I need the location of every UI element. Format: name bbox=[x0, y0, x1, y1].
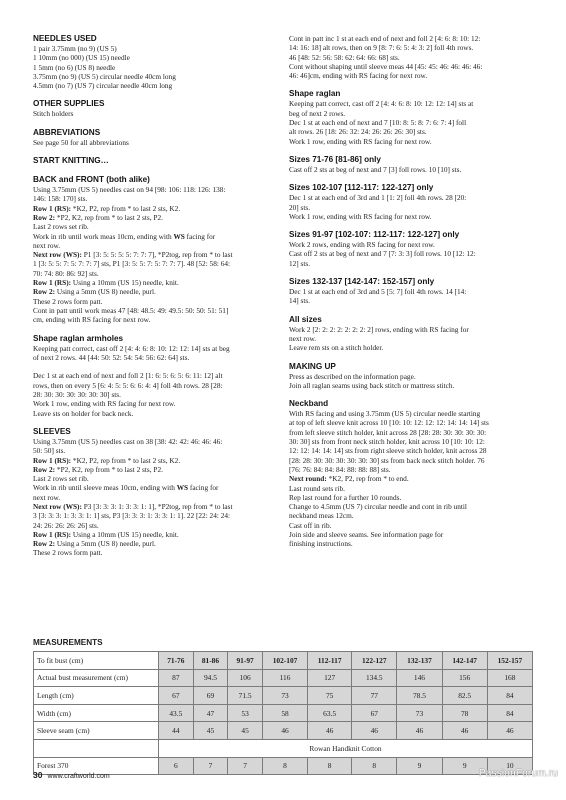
supplies-section bbox=[33, 99, 273, 118]
row-label bbox=[34, 739, 159, 757]
value-cell: 53 bbox=[228, 704, 263, 722]
text-line: 14] sts. bbox=[289, 296, 311, 306]
sleeves-section bbox=[33, 427, 273, 558]
watermark: PassionForum.ru bbox=[478, 768, 558, 779]
row-text: Using a 10mm (US 15) needle, knit. bbox=[71, 278, 179, 288]
row-text: *K2, P2, rep from * to last 2 sts, K2. bbox=[71, 455, 181, 465]
text-line: Work 1 row, ending with RS facing for next row. bbox=[289, 136, 432, 146]
row-instruction bbox=[33, 502, 273, 511]
raglan-armholes-heading: Shape raglan armholes bbox=[33, 333, 124, 343]
text-line: 24: 26: 26: 26: 26] sts. bbox=[33, 520, 99, 530]
start-knitting-section bbox=[33, 156, 273, 166]
text-line: Using 3.75mm (US 5) needles cast on 94 [98: 106: 118: 126: 138: bbox=[33, 185, 226, 195]
text-line: 146: 158: 170] sts. bbox=[33, 194, 88, 204]
value-cell: 168 bbox=[487, 669, 532, 687]
value-cell: 46 bbox=[352, 722, 397, 740]
all-sizes-heading: All sizes bbox=[289, 314, 322, 324]
value-cell: 7 bbox=[193, 757, 228, 775]
row-label: Row 1 (RS): bbox=[33, 529, 72, 539]
sizes-heading: Sizes 132-137 [142-147: 152-157] only bbox=[289, 277, 435, 287]
row-label: To fit bust (cm) bbox=[34, 652, 159, 670]
needle-item: 1 5mm (no 6) (US 8) needle bbox=[33, 62, 116, 72]
size-cell: 102-107 bbox=[262, 652, 307, 670]
text-line: Cont in patt inc 1 st at each end of next and foll 2 [4: 6: 8: 10: 12: bbox=[289, 34, 481, 43]
text-line: Press as described on the information page. bbox=[289, 371, 416, 381]
row-text: Using a 5mm (US 8) needle, purl. bbox=[55, 539, 156, 549]
value-cell: 116 bbox=[262, 669, 307, 687]
value-cell: 67 bbox=[352, 704, 397, 722]
size-cell: 81-86 bbox=[193, 652, 228, 670]
text-line: 3 [3: 3: 3: 1: 3: 3: 1: 1] sts, P3 [3: 3: 3: 1: 3: 3: 1: 1]. 22 [22: 24: 24: bbox=[33, 511, 231, 521]
text-line: Last round sets rib. bbox=[289, 483, 345, 493]
value-cell: 73 bbox=[397, 704, 442, 722]
needle-item: 1 10mm (no 000) (US 15) needle bbox=[33, 53, 130, 63]
text-line: of next 2 rows. 44 [44: 50: 52: 54: 54: 56: 62: 64] sts. bbox=[33, 352, 190, 362]
row-instruction bbox=[289, 474, 532, 483]
abbreviations-section bbox=[33, 128, 273, 147]
left-column bbox=[33, 34, 273, 567]
sizes-102-127-section bbox=[289, 183, 532, 221]
yarn-header: Rowan Handknit Cotton bbox=[159, 739, 533, 757]
value-cell: 67 bbox=[159, 687, 194, 705]
text-line: Using 3.75mm (US 5) needles cast on 38 [38: 42: 42: 46: 46: 46: bbox=[33, 436, 223, 446]
row-text: *P2, K2, rep from * to last 2 sts, P2. bbox=[55, 464, 163, 474]
text-line: 12: 12: 14: 14: 14] sts from right sleeve stitch holder, knit across 28 bbox=[289, 446, 487, 456]
value-cell: 10 bbox=[487, 757, 532, 775]
value-cell: 44 bbox=[159, 722, 194, 740]
neckband-section bbox=[289, 399, 532, 548]
value-cell: 46 bbox=[308, 722, 352, 740]
making-up-heading: MAKING UP bbox=[289, 361, 336, 371]
text-line: [76: 76: 84: 84: 84: 88: 88: 88] sts. bbox=[289, 464, 391, 474]
value-cell: 106 bbox=[228, 669, 263, 687]
value-cell: 8 bbox=[308, 757, 352, 775]
text-line: Cont without shaping until sleeve meas 44 [45: 45: 46: 46: 46: 46: bbox=[289, 61, 483, 71]
supplies-heading: OTHER SUPPLIES bbox=[33, 99, 105, 109]
needles-heading: NEEDLES USED bbox=[33, 34, 97, 43]
text-line: Work 1 row, ending with RS facing for next row. bbox=[33, 399, 176, 409]
value-cell: 9 bbox=[442, 757, 487, 775]
value-cell: 63.5 bbox=[308, 704, 352, 722]
text-line: 30: 30] sts from front neck stitch holder, knit across 10 [10: 10: 12: bbox=[289, 437, 485, 447]
back-front-section bbox=[33, 175, 273, 324]
size-cell: 122-127 bbox=[352, 652, 397, 670]
value-cell: 46 bbox=[442, 722, 487, 740]
value-cell: 43.5 bbox=[159, 704, 194, 722]
text-line: Work 2 [2: 2: 2: 2: 2: 2: 2: 2] rows, ending with RS facing for bbox=[289, 324, 469, 334]
row-text: *K2, P2, rep from * to end. bbox=[326, 474, 409, 484]
value-cell: 82.5 bbox=[442, 687, 487, 705]
value-cell: 127 bbox=[308, 669, 352, 687]
value-cell: 78 bbox=[442, 704, 487, 722]
row-instruction bbox=[33, 287, 273, 296]
page-number: 30 bbox=[33, 770, 43, 780]
all-sizes-section bbox=[289, 315, 532, 353]
text-line: beg of next 2 rows. bbox=[289, 108, 346, 118]
value-cell: 69 bbox=[193, 687, 228, 705]
text-line: Dec 1 st at each end of 3rd and 1 [1: 2] foll 4th rows. 28 [20: bbox=[289, 193, 467, 203]
page-footer bbox=[33, 770, 110, 780]
text-line: Last 2 rows set rib. bbox=[33, 474, 89, 484]
row-label: Next row (WS): bbox=[33, 250, 82, 260]
text-line: 46 [48: 52: 56: 58: 62: 64: 66: 68] sts. bbox=[289, 52, 400, 62]
row-instruction bbox=[33, 213, 273, 222]
row-label: Row 1 (RS): bbox=[33, 278, 72, 288]
text-line: finishing instructions. bbox=[289, 539, 353, 549]
needle-item: 1 pair 3.75mm (no 9) (US 5) bbox=[33, 44, 117, 53]
text-line: Leave rem sts on a stitch holder. bbox=[289, 343, 384, 353]
text-line: Cast off 2 sts at beg of next and 7 [3] foll rows. 10 [10] sts. bbox=[289, 164, 462, 174]
value-cell: 78.5 bbox=[397, 687, 442, 705]
row-instruction bbox=[33, 539, 273, 548]
text-line: alt rows. 26 [18: 26: 32: 24: 26: 26: 26: 30] sts. bbox=[289, 127, 427, 137]
text-line: 70: 74: 80: 86: 92] sts. bbox=[33, 268, 99, 278]
shape-raglan-heading: Shape raglan bbox=[289, 89, 341, 99]
table-row bbox=[34, 687, 533, 705]
text-line: Join all raglan seams using back stitch or mattress stitch. bbox=[289, 380, 455, 390]
measurements-heading: MEASUREMENTS bbox=[33, 638, 103, 647]
row-instruction bbox=[33, 278, 273, 287]
sleeve-shaping-section bbox=[289, 34, 532, 80]
row-text: P3 [3: 3: 3: 1: 3: 3: 1: 1], *P2tog, rep from * to last bbox=[81, 501, 233, 511]
row-label: Row 2: bbox=[33, 212, 56, 222]
table-row bbox=[34, 739, 533, 757]
text-line: next row. bbox=[289, 333, 317, 343]
text-line: neckband meas 12cm. bbox=[289, 511, 354, 521]
text-line: These 2 rows form patt. bbox=[33, 296, 103, 306]
text-line: These 2 rows form patt. bbox=[33, 548, 103, 558]
value-cell: 45 bbox=[228, 722, 263, 740]
text-line: 14: 16: 18] alt rows, then on 9 [8: 7: 6: 5: 4: 3: 2] foll 4th rows. bbox=[289, 43, 474, 53]
size-cell: 152-157 bbox=[487, 652, 532, 670]
text-line: 50: 50] sts. bbox=[33, 446, 66, 456]
text-fragment: Work in rib until sleeve meas 10cm, ending with bbox=[33, 483, 177, 493]
text-line: Cast off 2 sts at beg of next and 7 [7: 3: 3] foll rows. 10 [12: 12: bbox=[289, 249, 476, 259]
value-cell: 46 bbox=[262, 722, 307, 740]
abbreviations-text: See page 50 for all abbreviations bbox=[33, 137, 129, 147]
sizes-71-86-section bbox=[289, 155, 532, 174]
making-up-section bbox=[289, 362, 532, 391]
row-label: Row 1 (RS): bbox=[33, 455, 72, 465]
text-line: Dec 1 st at each end of next and foll 2 [1: 6: 5: 6: 5: 6: 11: 12] alt bbox=[33, 371, 223, 381]
text-line: rows, then on every 5 [6: 4: 5: 5: 6: 6: 4: 4] foll 4th rows. 28 [28: bbox=[33, 380, 223, 390]
text-fragment: facing for bbox=[184, 231, 216, 241]
sleeves-heading: SLEEVES bbox=[33, 426, 71, 436]
row-instruction bbox=[33, 465, 273, 474]
row-text: Using a 10mm (US 15) needle, knit. bbox=[71, 529, 179, 539]
size-cell: 142-147 bbox=[442, 652, 487, 670]
row-instruction bbox=[33, 530, 273, 539]
row-label: Forest 370 bbox=[34, 757, 159, 775]
row-label: Actual bust measurement (cm) bbox=[34, 669, 159, 687]
text-line: With RS facing and using 3.75mm (US 5) circular needle starting bbox=[289, 409, 481, 419]
right-column bbox=[289, 34, 532, 558]
row-label: Next row (WS): bbox=[33, 501, 82, 511]
row-text: *P2, K2, rep from * to last 2 sts, P2. bbox=[55, 212, 163, 222]
neckband-heading: Neckband bbox=[289, 399, 329, 409]
back-front-heading: BACK and FRONT (both alike) bbox=[33, 175, 150, 185]
row-label: Sleeve seam (cm) bbox=[34, 722, 159, 740]
row-label: Next round: bbox=[289, 474, 327, 484]
text-line: Rep last round for a further 10 rounds. bbox=[289, 492, 402, 502]
ws-label: WS bbox=[173, 231, 185, 241]
table-row bbox=[34, 652, 533, 670]
value-cell: 94.5 bbox=[193, 669, 228, 687]
row-label: Row 1 (RS): bbox=[33, 203, 72, 213]
value-cell: 8 bbox=[262, 757, 307, 775]
text-line: Dec 1 st at each end of 3rd and 5 [5: 7] foll 4th rows. 14 [14: bbox=[289, 287, 467, 297]
row-label: Row 2: bbox=[33, 287, 56, 297]
text-line: Leave sts on holder for back neck. bbox=[33, 408, 134, 418]
sizes-91-127-section bbox=[289, 230, 532, 268]
text-line: at top of left sleeve knit across 10 [10: 10: 12: 12: 12: 14: 14: 14] sts bbox=[289, 418, 489, 428]
row-instruction bbox=[33, 456, 273, 465]
needles-section bbox=[33, 34, 273, 90]
table-row bbox=[34, 669, 533, 687]
row-text: *K2, P2, rep from * to last 2 sts, K2. bbox=[71, 203, 181, 213]
text-line: 28: 30: 30: 30: 30: 30: 30] sts. bbox=[33, 390, 121, 400]
size-cell: 112-117 bbox=[308, 652, 352, 670]
text-line: Work 2 rows, ending with RS facing for next row. bbox=[289, 240, 435, 250]
row-label: Width (cm) bbox=[34, 704, 159, 722]
value-cell: 8 bbox=[352, 757, 397, 775]
spacer bbox=[33, 362, 273, 371]
text-line bbox=[33, 232, 273, 241]
needle-item: 3.75mm (no 9) (US 5) circular needle 40cm long bbox=[33, 71, 176, 81]
size-cell: 71-76 bbox=[159, 652, 194, 670]
value-cell: 9 bbox=[397, 757, 442, 775]
start-knitting-heading: START KNITTING… bbox=[33, 156, 109, 166]
needle-item: 4.5mm (no 7) (US 7) circular needle 40cm long bbox=[33, 81, 173, 91]
text-line: cm, ending with RS facing for next row. bbox=[33, 315, 151, 325]
table-row bbox=[34, 722, 533, 740]
row-instruction bbox=[33, 250, 273, 259]
text-line: Last 2 rows set rib. bbox=[33, 222, 89, 232]
text-line: 1 [3: 5: 5: 7: 5: 7: 7: 7] sts, P1 [3: 5: 5: 7: 5: 7: 7: 7]. 48 [52: 58: 64: bbox=[33, 259, 231, 269]
sizes-heading: Sizes 91-97 [102-107: 112-117: 122-127] only bbox=[289, 230, 460, 240]
sizes-heading: Sizes 102-107 [112-117: 122-127] only bbox=[289, 183, 434, 193]
value-cell: 156 bbox=[442, 669, 487, 687]
text-line: next row. bbox=[33, 240, 61, 250]
text-line: from left sleeve stitch holder, knit across 28 [28: 28: 30: 30: 30: 30: bbox=[289, 427, 487, 437]
shape-raglan-section bbox=[289, 89, 532, 145]
value-cell: 46 bbox=[397, 722, 442, 740]
text-line: Work 1 row, ending with RS facing for next row. bbox=[289, 211, 432, 221]
text-line: Keeping patt correct, cast off 2 [4: 4: 6: 8: 10: 12: 12: 14] sts at beg bbox=[33, 343, 230, 353]
sizes-heading: Sizes 71-76 [81-86] only bbox=[289, 154, 381, 164]
value-cell: 6 bbox=[159, 757, 194, 775]
value-cell: 134.5 bbox=[352, 669, 397, 687]
table-row bbox=[34, 704, 533, 722]
text-line: Cont in patt until work meas 47 [48: 48.5: 49: 49.5: 50: 50: 51: 51] bbox=[33, 305, 229, 315]
row-label: Length (cm) bbox=[34, 687, 159, 705]
value-cell: 58 bbox=[262, 704, 307, 722]
text-line: Join side and sleeve seams. See information page for bbox=[289, 529, 444, 539]
raglan-armholes-section bbox=[33, 334, 273, 418]
text-fragment: Work in rib until work meas 10cm, ending with bbox=[33, 231, 174, 241]
value-cell: 84 bbox=[487, 687, 532, 705]
row-label: Row 2: bbox=[33, 464, 56, 474]
text-line: 46: 46]cm, ending with RS facing for next row. bbox=[289, 71, 428, 81]
text-line: Keeping patt correct, cast off 2 [4: 4: 6: 8: 10: 12: 12: 14] sts at bbox=[289, 99, 474, 109]
footer-website: www.craftworld.com bbox=[47, 773, 110, 780]
value-cell: 87 bbox=[159, 669, 194, 687]
size-cell: 91-97 bbox=[228, 652, 263, 670]
value-cell: 75 bbox=[308, 687, 352, 705]
value-cell: 47 bbox=[193, 704, 228, 722]
ws-label: WS bbox=[176, 483, 189, 493]
sizes-132-157-section bbox=[289, 277, 532, 306]
text-line: Dec 1 st at each end of next and 7 [10: 8: 5: 8: 7: 6: 7: 4] foll bbox=[289, 118, 467, 128]
abbreviations-heading: ABBREVIATIONS bbox=[33, 127, 101, 137]
text-line: 12] sts. bbox=[289, 258, 311, 268]
row-instruction bbox=[33, 204, 273, 213]
text-line: Change to 4.5mm (US 7) circular needle and cont in rib until bbox=[289, 502, 467, 512]
value-cell: 45 bbox=[193, 722, 228, 740]
value-cell: 71.5 bbox=[228, 687, 263, 705]
row-text: P1 [3: 5: 5: 5: 5: 7: 7: 7], *P2tog, rep from * to last bbox=[81, 250, 233, 260]
text-line: next row. bbox=[33, 492, 61, 502]
value-cell: 73 bbox=[262, 687, 307, 705]
text-fragment: facing for bbox=[188, 483, 219, 493]
text-line: Cast off in rib. bbox=[289, 520, 332, 530]
row-text: Using a 5mm (US 8) needle, purl. bbox=[55, 287, 156, 297]
value-cell: 146 bbox=[397, 669, 442, 687]
value-cell: 77 bbox=[352, 687, 397, 705]
text-line: 20] sts. bbox=[289, 202, 311, 212]
size-cell: 132-137 bbox=[397, 652, 442, 670]
measurements-table bbox=[33, 651, 533, 775]
value-cell: 46 bbox=[487, 722, 532, 740]
value-cell: 84 bbox=[487, 704, 532, 722]
value-cell: 7 bbox=[228, 757, 263, 775]
supplies-text: Stitch holders bbox=[33, 109, 74, 119]
row-label: Row 2: bbox=[33, 539, 56, 549]
text-line bbox=[33, 483, 273, 492]
text-line: [28: 28: 30: 30: 30: 30: 30: 30] sts from back neck stitch holder. 76 bbox=[289, 455, 485, 465]
